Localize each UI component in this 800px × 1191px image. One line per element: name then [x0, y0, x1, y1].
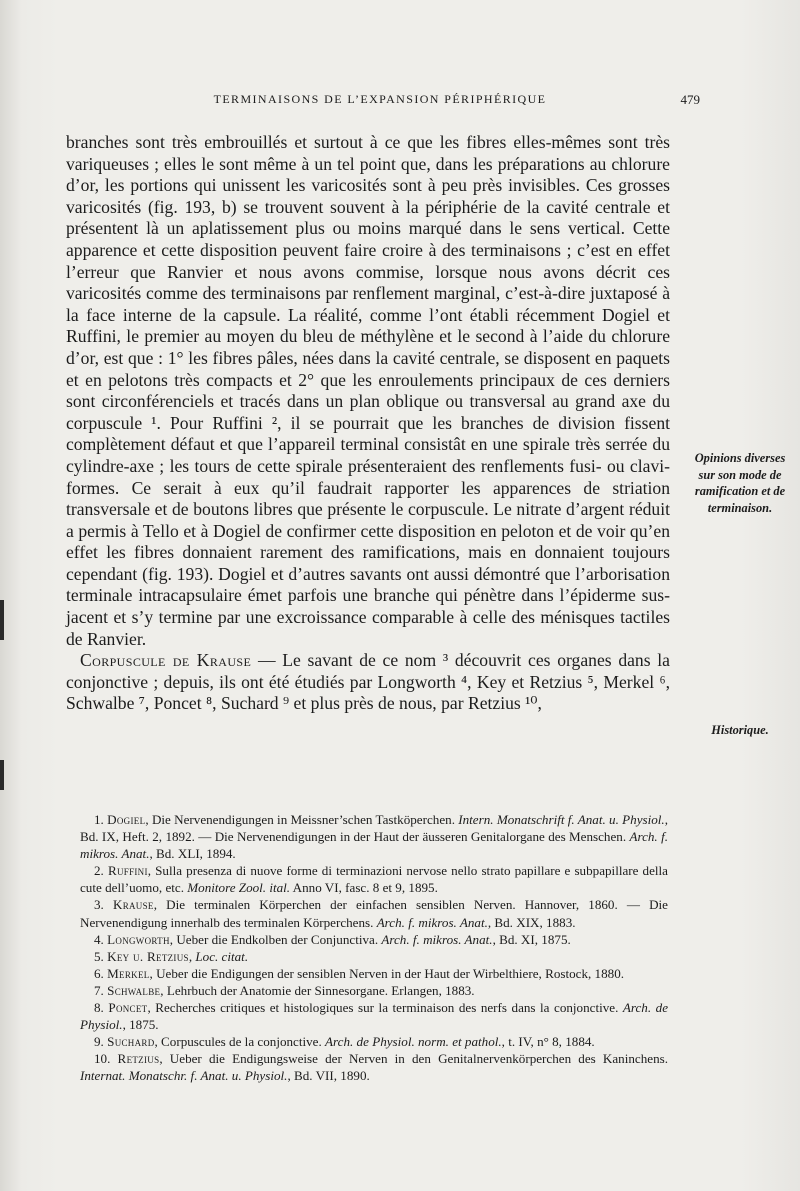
paragraph-krause: [66, 650, 670, 715]
footnote-number: 6.: [94, 965, 104, 981]
footnote-journal: Intern. Monatschrift f. Anat. u. Physiol.: [458, 812, 665, 827]
footnote-number: 1.: [94, 812, 104, 827]
footnote-number: 2.: [94, 863, 104, 879]
footnote-author: Suchard: [107, 1034, 155, 1050]
running-header: [60, 92, 700, 112]
footnote-author: Longworth: [107, 931, 170, 947]
footnote-author: Merkel: [107, 965, 150, 981]
footnote-author: Retzius: [117, 1051, 160, 1067]
footnote-3: [80, 896, 668, 930]
footnote-10: [80, 1050, 668, 1084]
footnote-journal: Arch. de Physiol.: [80, 1000, 669, 1033]
footnote-journal: Internat. Monatschr. f. Anat. u. Physiol.: [80, 1068, 288, 1084]
footnote-text: , Corpuscules de la conjonctive.: [154, 1034, 326, 1050]
footnote-text: , Ueber die Endkolben der Conjunctiva.: [169, 931, 382, 947]
footnote-number: 7.: [94, 982, 104, 998]
footnote-text: , Bd. XI, 1875.: [492, 931, 571, 947]
footnote-text: , Bd. IX, Heft. 2, 1892. — Die Nervenendigungen in der Haut der äusseren Genitalorgane des Menschen.: [80, 812, 668, 845]
footnote-7: [80, 982, 668, 999]
footnote-number: 4.: [94, 931, 104, 947]
footnote-6: [80, 965, 668, 982]
footnote-8: [80, 999, 668, 1033]
footnote-number: 3.: [94, 897, 104, 913]
footnote-author: Schwalbe: [107, 982, 161, 998]
footnote-text: , Die Nervenendigungen in Meissner’schen Tastköperchen.: [145, 812, 459, 827]
footnote-text: , Die terminalen Körperchen der einfachen sensiblen Nerven. Hannover, 1860. — Die Nervenendigung innerhalb des terminalen Körperchens.: [80, 897, 668, 930]
footnote-journal: Arch. de Physiol. norm. et pathol.: [325, 1034, 502, 1050]
footnote-number: 8.: [94, 1000, 104, 1016]
section-heading-krause: Corpuscule de Krause: [80, 650, 252, 671]
footnote-9: [80, 1033, 668, 1050]
footnote-text: , Bd. VII, 1890.: [287, 1068, 370, 1084]
binding-edge-mark: [0, 600, 4, 640]
footnote-journal: Arch. f. mikros. Anat.: [80, 829, 668, 862]
footnote-journal: Loc. citat.: [195, 948, 249, 964]
footnote-author: Dogiel: [107, 812, 146, 827]
footnote-text: , Bd. XLI, 1894.: [149, 846, 236, 862]
main-text: [66, 132, 670, 715]
footnote-journal: Arch. f. mikros. Anat.: [376, 914, 488, 930]
footnote-text: , Ueber die Endigungsweise der Nerven in den Genitalnervenkörperchen des Kaninchens.: [159, 1051, 668, 1067]
footnote-number: 5.: [94, 948, 104, 964]
footnote-text: , Lehrbuch der Anatomie der Sinnesorgane. Erlangen, 1883.: [160, 982, 475, 998]
footnote-journal: Monitore Zool. ital.: [187, 880, 291, 896]
footnote-number: 10.: [94, 1051, 111, 1067]
page-number: 479: [680, 92, 700, 107]
footnote-text: , Bd. XIX, 1883.: [487, 914, 576, 930]
paragraph-krause-text: — Le savant de ce nom ³ découvrit ces organes dans la conjonctive ; depuis, ils ont été étudiés par Longworth ⁴, Key et Retzius ⁵, Merkel ⁶, Schwalbe ⁷, Poncet ⁸, Suchard ⁹ et plus près de nous, par Retzius ¹⁰,: [66, 650, 670, 714]
footnotes: [80, 811, 668, 1085]
footnote-author: Poncet: [108, 1000, 148, 1016]
footnote-text: , 1875.: [122, 1017, 159, 1033]
binding-edge-mark: [0, 760, 4, 790]
footnote-2: [80, 862, 668, 896]
footnote-5: [80, 948, 668, 965]
footnote-text: , Sulla presenza di nuove forme di terminazioni nervose nello strato papillare e subpapillare della cute dell’uomo, etc.: [80, 863, 668, 896]
paragraph-varicosities: branches sont très embrouillés et surtout à ce que les fibres elles-mêmes sont très variqueuses ; elles le sont même à un tel point que, dans les préparations au chlorure d’or, les portions qui unissent les varicosités sont à peu près invisibles. Ces grosses varicosités (fig. 193, b) se trouvent souvent à la périphérie de la cavité centrale et présentent là un aplatissement plus ou moins marqué dans le sens vertical. Cette apparence et cette disposition peuvent faire croire à des terminaisons ; c’est en effet l’erreur que Ranvier et nous avons commise, lorsque nous avons décrit ces varicosités comme des terminaisons par renflement marginal, c’est-à-dire juxtaposé à la face interne de la capsule. La réalité, comme l’ont établi récemment Dogiel et Ruffini, le premier au moyen du bleu de méthylène et le second à l’aide du chlorure d’or, est que : 1° les fibres pâles, nées dans la cavité centrale, se disposent en paquets et en pelotons très compacts et 2° que les enroulements principaux de ces derniers sont circonférenciels et tracés dans un plan oblique ou transversal au grand axe du corpuscule ¹. Pour Ruffini ², il se pourrait que les branches de division fissent complètement défaut et que l’appareil terminal consistât en une spirale très serrée du cylindre-axe ; les tours de cette spirale présenteraient des renflements fusi- ou clavi-formes. Ce serait à eux qu’il faudrait rapporter les apparences de striation transversale et de boutons libres que présente le corpuscule. Le nitrate d’argent réduit a permis à Tello et à Dogiel de confirmer cette disposition en peloton et de voir qu’en effet les fibres donnaient rarement des ramifications, mais en donnaient toujours cependant (fig. 193). Dogiel et d’autres savants ont aussi démontré que l’arborisation terminale intracapsulaire émet parfois une branche qui pénètre dans l’épiderme sus-jacent et s’y termine par une excroissance comparable à celle des ménisques tactiles de Ranvier.: [66, 132, 670, 649]
footnote-4: [80, 931, 668, 948]
footnote-author: Key u. Retzius: [107, 948, 189, 964]
sidenote-historique: Historique.: [711, 723, 769, 737]
sidenote-opinions: Opinions diverses sur son mode de ramification et de terminaison.: [694, 451, 786, 515]
footnote-author: Ruffini: [107, 863, 148, 879]
footnote-text: , t. IV, n° 8, 1884.: [501, 1034, 595, 1050]
footnote-1: [80, 811, 668, 862]
footnote-number: 9.: [94, 1034, 104, 1050]
footnote-text: ,: [188, 948, 196, 964]
footnote-text: , Recherches critiques et histologiques sur la terminaison des nerfs dans la conjonctive.: [147, 1000, 623, 1016]
footnote-text: Anno VI, fasc. 8 et 9, 1895.: [290, 880, 438, 896]
footnote-text: , Ueber die Endigungen der sensiblen Nerven in der Haut der Wirbelthiere, Rostock, 1880.: [149, 965, 625, 981]
running-title: TERMINAISONS DE L’EXPANSION PÉRIPHÉRIQUE: [213, 92, 547, 106]
footnote-journal: Arch. f. mikros. Anat.: [381, 931, 493, 947]
footnote-author: Krause: [112, 897, 154, 913]
